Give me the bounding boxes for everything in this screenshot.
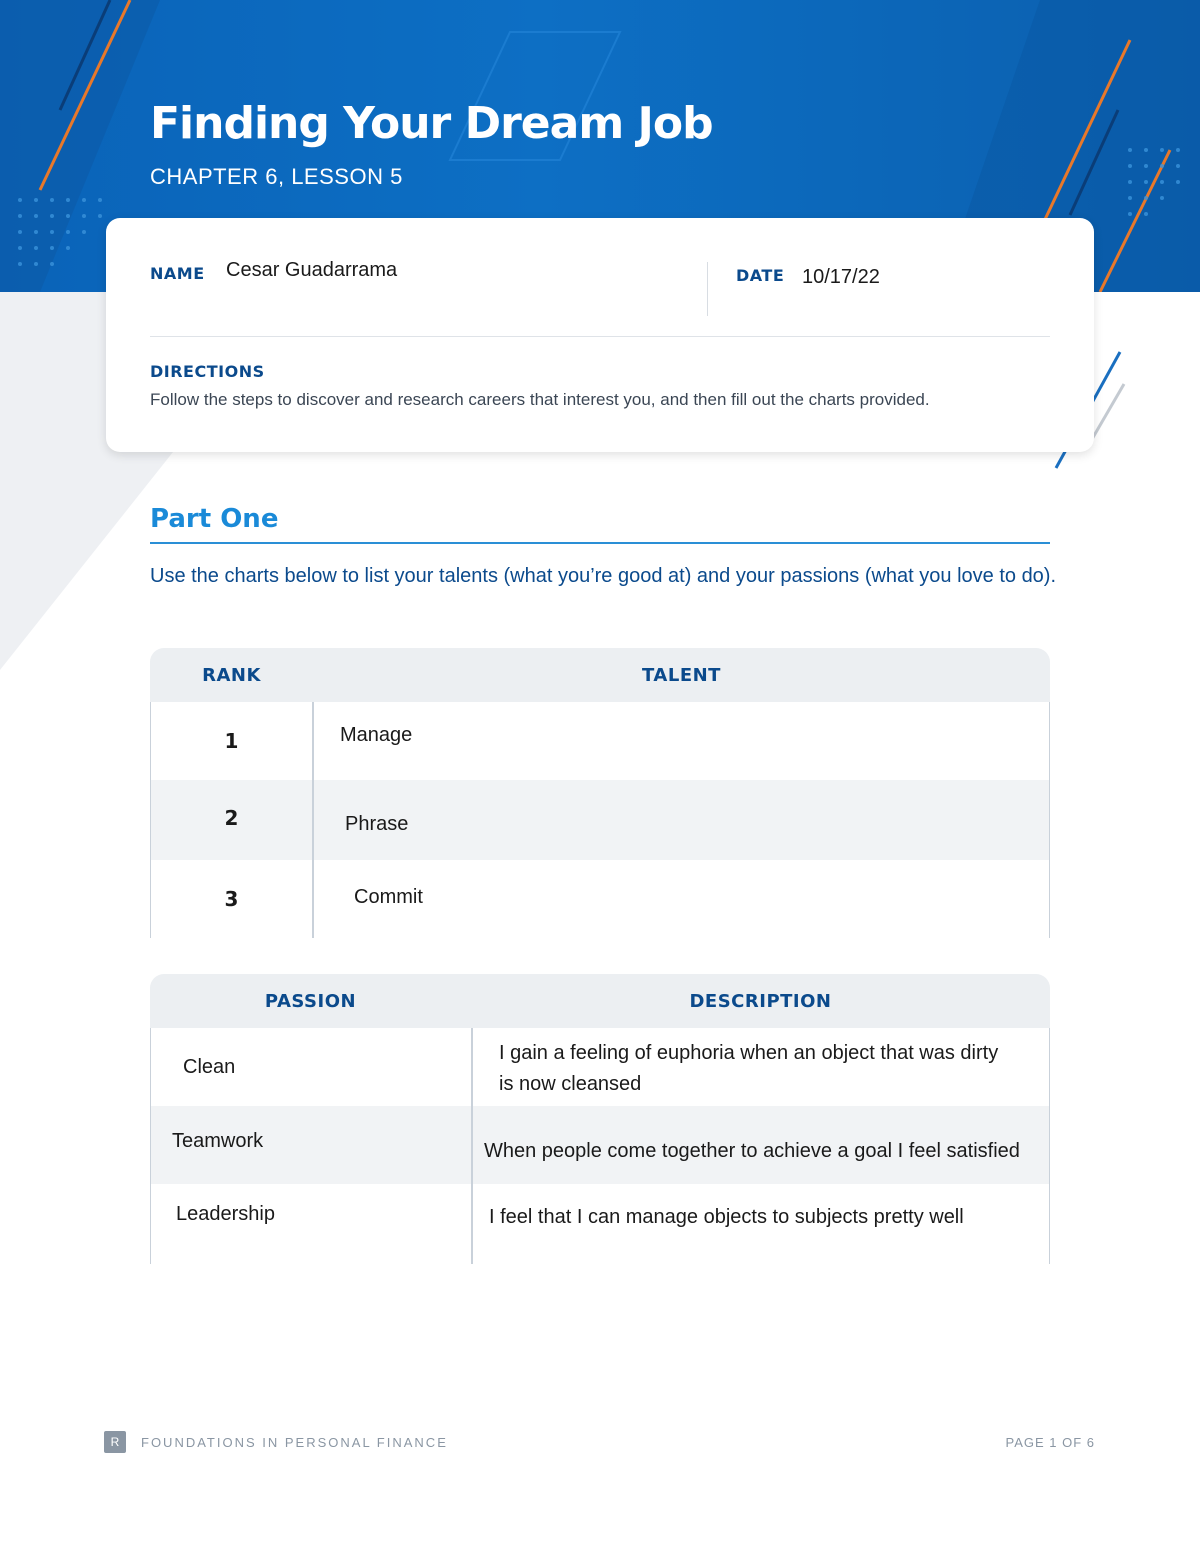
talent-cell[interactable]: Commit [354, 885, 423, 908]
talent-table [150, 648, 1050, 938]
column-divider [471, 1028, 473, 1106]
footer-course-title: FOUNDATIONS IN PERSONAL FINANCE [141, 1435, 448, 1450]
date-label: DATE [736, 266, 785, 285]
passion-table [150, 974, 1050, 1264]
column-divider [471, 1106, 473, 1184]
table-header [150, 974, 1050, 1028]
column-divider [312, 860, 314, 938]
column-divider [312, 780, 314, 860]
section-rule [150, 542, 1050, 544]
table-row [150, 702, 1050, 780]
section-description: Use the charts below to list your talents (what you’re good at) and your passions (what you love to do). [150, 565, 1057, 587]
passion-cell[interactable]: Teamwork [172, 1129, 264, 1152]
divider [707, 262, 708, 316]
talent-cell[interactable]: Phrase [345, 812, 409, 835]
table-header [150, 648, 1050, 702]
section-title: Part One [150, 504, 279, 534]
table-row [150, 1028, 1050, 1106]
column-header-passion: PASSION [264, 990, 357, 1012]
page-title: Finding Your Dream Job [150, 98, 713, 149]
column-divider [471, 1184, 473, 1264]
description-cell[interactable]: I feel that I can manage objects to subjects pretty well [489, 1205, 964, 1228]
table-row [150, 860, 1050, 938]
chapter-subtitle: CHAPTER 6, LESSON 5 [150, 164, 403, 189]
description-cell[interactable]: When people come together to achieve a goal I feel satisfied [484, 1139, 1020, 1162]
name-field[interactable]: Cesar Guadarrama [226, 259, 398, 281]
column-header-description: DESCRIPTION [689, 990, 832, 1012]
directions-text: Follow the steps to discover and research careers that interest you, and then fill out the charts provided. [150, 390, 930, 409]
directions-label: DIRECTIONS [150, 362, 265, 381]
rank-cell: 2 [224, 806, 239, 830]
rank-cell: 1 [224, 729, 239, 753]
divider [150, 336, 1050, 337]
passion-cell[interactable]: Leadership [176, 1202, 275, 1225]
name-label: NAME [150, 264, 205, 283]
publisher-logo-icon: R [104, 1431, 126, 1453]
table-row [150, 780, 1050, 860]
column-divider [312, 702, 314, 780]
talent-cell[interactable]: Manage [340, 723, 413, 746]
info-card [106, 218, 1094, 452]
description-cell[interactable]: I gain a feeling of euphoria when an object that was dirty is now cleansed [499, 1042, 999, 1095]
table-row [150, 1184, 1050, 1264]
column-header-talent: TALENT [642, 664, 721, 686]
passion-cell[interactable]: Clean [183, 1055, 236, 1078]
date-field[interactable]: 10/17/22 [802, 266, 880, 288]
table-row [150, 1106, 1050, 1184]
page-number: PAGE 1 OF 6 [1005, 1435, 1095, 1450]
rank-cell: 3 [224, 887, 239, 911]
column-header-rank: RANK [202, 664, 261, 686]
